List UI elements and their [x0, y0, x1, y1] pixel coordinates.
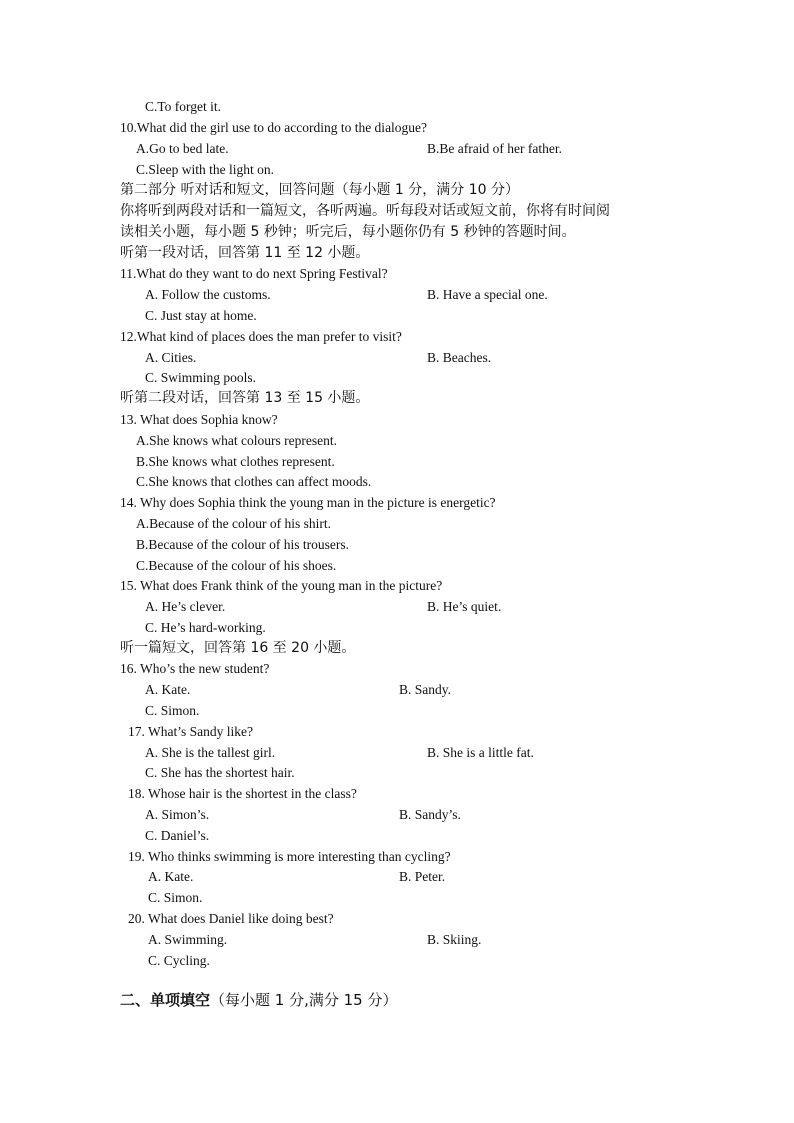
- q12-option-c: C. Swimming pools.: [145, 370, 257, 385]
- q20-option-a: A. Swimming.: [148, 932, 228, 947]
- passage-instruction: 听一篇短文，回答第 16 至 20 小题。: [120, 640, 356, 656]
- q20-option-c: C. Cycling.: [148, 953, 210, 968]
- part2-instructions-line2: 读相关小题，每小题 5 秒钟；听完后，每小题你仍有 5 秒钟的答题时间。: [120, 224, 576, 240]
- q13-option-c: C.She knows that clothes can affect moods.: [136, 474, 372, 489]
- q17-option-a: A. She is the tallest girl.: [145, 745, 276, 760]
- q19-option-a: A. Kate.: [148, 869, 194, 884]
- section2-note: （每小题 1 分,满分 15 分）: [210, 991, 398, 1009]
- q13-option-a: A.She knows what colours represent.: [136, 433, 337, 448]
- q16-question: 16. Who’s the new student?: [120, 661, 270, 676]
- q12-option-b: B. Beaches.: [427, 350, 492, 365]
- section2-title: 二、单项填空: [120, 991, 211, 1009]
- q20-question: 20. What does Daniel like doing best?: [128, 911, 334, 926]
- q15-option-a: A. He’s clever.: [145, 599, 226, 614]
- q12-option-a: A. Cities.: [145, 350, 197, 365]
- q13-question: 13. What does Sophia know?: [120, 412, 278, 427]
- dialogue2-instruction: 听第二段对话，回答第 13 至 15 小题。: [120, 390, 370, 406]
- q11-question: 11.What do they want to do next Spring Festival?: [120, 266, 388, 281]
- q9-option-c: C.To forget it.: [145, 99, 222, 114]
- q19-option-c: C. Simon.: [148, 890, 203, 905]
- q18-option-b: B. Sandy’s.: [399, 807, 461, 822]
- q12-question: 12.What kind of places does the man prefer to visit?: [120, 329, 402, 344]
- q15-option-b: B. He’s quiet.: [427, 599, 502, 614]
- q18-option-c: C. Daniel’s.: [145, 828, 210, 843]
- q17-option-b: B. She is a little fat.: [427, 745, 534, 760]
- q16-option-a: A. Kate.: [145, 682, 191, 697]
- q20-option-b: B. Skiing.: [427, 932, 482, 947]
- section2-heading: [120, 990, 398, 1010]
- q10-option-b: B.Be afraid of her father.: [427, 141, 562, 156]
- q10-option-c: C.Sleep with the light on.: [136, 162, 274, 177]
- q10-question: 10.What did the girl use to do according to the dialogue?: [120, 120, 428, 135]
- q11-option-b: B. Have a special one.: [427, 287, 548, 302]
- q14-option-a: A.Because of the colour of his shirt.: [136, 516, 331, 531]
- part2-heading: 第二部分 听对话和短文，回答问题（每小题 1 分，满分 10 分）: [120, 182, 519, 198]
- q19-question: 19. Who thinks swimming is more interesting than cycling?: [128, 849, 451, 864]
- q16-option-b: B. Sandy.: [399, 682, 452, 697]
- q17-option-c: C. She has the shortest hair.: [145, 765, 295, 780]
- q16-option-c: C. Simon.: [145, 703, 200, 718]
- q17-question: 17. What’s Sandy like?: [128, 724, 253, 739]
- q13-option-b: B.She knows what clothes represent.: [136, 454, 335, 469]
- q14-option-c: C.Because of the colour of his shoes.: [136, 558, 337, 573]
- q14-question: 14. Why does Sophia think the young man in the picture is energetic?: [120, 495, 496, 510]
- q11-option-a: A. Follow the customs.: [145, 287, 271, 302]
- dialogue1-instruction: 听第一段对话，回答第 11 至 12 小题。: [120, 245, 370, 261]
- q15-question: 15. What does Frank think of the young man in the picture?: [120, 578, 443, 593]
- q14-option-b: B.Because of the colour of his trousers.: [136, 537, 349, 552]
- q15-option-c: C. He’s hard-working.: [145, 620, 266, 635]
- q10-option-a: A.Go to bed late.: [136, 141, 229, 156]
- q19-option-b: B. Peter.: [399, 869, 446, 884]
- part2-instructions-line1: 你将听到两段对话和一篇短文，各听两遍。听每段对话或短文前，你将有时间阅: [120, 203, 610, 219]
- q11-option-c: C. Just stay at home.: [145, 308, 257, 323]
- q18-option-a: A. Simon’s.: [145, 807, 210, 822]
- q18-question: 18. Whose hair is the shortest in the class?: [128, 786, 357, 801]
